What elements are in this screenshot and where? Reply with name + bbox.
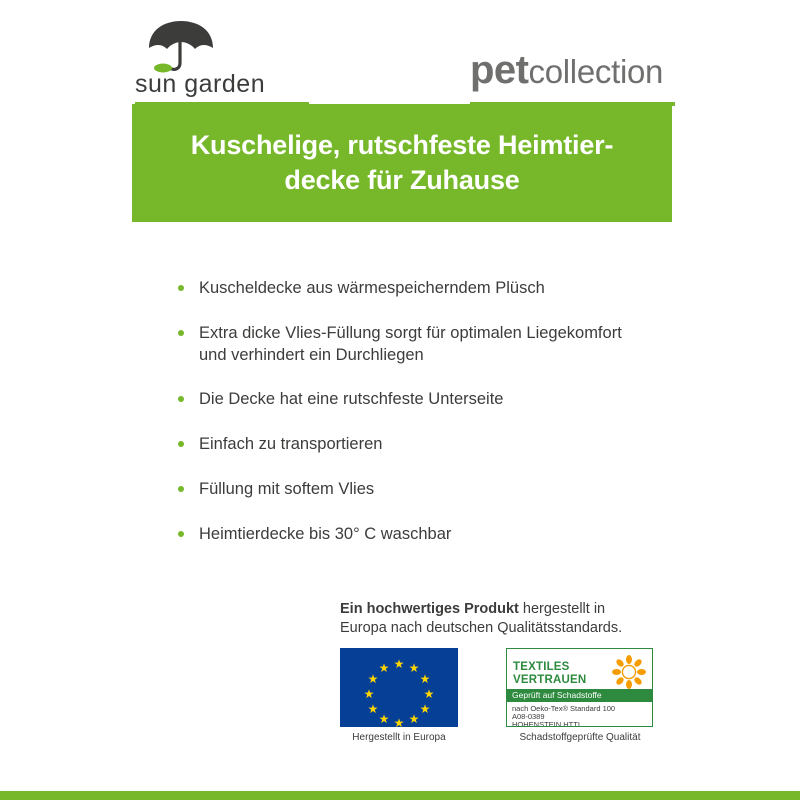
oeko-line-1: TEXTILES [513,661,570,673]
bullet-dot-icon [178,285,184,291]
list-item [176,278,646,300]
bullet-dot-icon [178,486,184,492]
list-item-label: Füllung mit softem Vlies [199,479,375,498]
brand-logo [135,18,375,98]
quality-text-bold: Ein hochwertiges Produkt [340,601,519,617]
eu-flag-icon: ★ ★ ★ ★ ★ ★ ★ ★ ★ ★ ★ ★ [340,648,458,727]
quality-statement [340,600,670,638]
list-item [176,479,646,501]
quality-text [340,600,655,638]
bottom-accent-rule [0,791,800,800]
eu-flag-caption: Hergestellt in Europa [352,732,446,743]
list-item-label: Extra dicke Vlies-Füllung sorgt für optimalen Liegekomfort und verhindert ein Durchliegen [199,323,622,364]
header [0,10,800,98]
list-item [176,323,646,367]
quality-text-rest: hergestellt in Europa nach deutschen Qualitätsstandards. [340,601,623,637]
certification-logos [340,648,670,758]
collection-word: collection [528,53,664,90]
flower-icon [612,655,646,689]
bullet-dot-icon [178,396,184,402]
oeko-line-5: HOHENSTEIN HTTI [512,720,580,727]
umbrella-icon [145,18,217,74]
bullet-dot-icon [178,531,184,537]
bullet-dot-icon [178,441,184,447]
list-item-label: Einfach zu transportieren [199,435,383,454]
list-item-label: Kuscheldecke aus wärmespeicherndem Plüsch [199,279,545,297]
brand-name: sun garden [135,70,266,98]
headline-line-2: decke für Zuhause [284,165,520,195]
oeko-bar-label: Geprüft auf Schadstoffe [507,689,652,702]
oeko-caption: Schadstoffgeprüfte Qualität [519,732,641,743]
page-title [191,128,614,197]
list-item-label: Heimtierdecke bis 30° C waschbar [199,524,452,543]
headline-band [132,104,672,222]
pet-word: pet [470,48,529,92]
oeko-line-2: VERTRAUEN [513,674,587,686]
feature-list [176,278,646,545]
list-item [176,434,646,456]
headline-line-1: Kuschelige, rutschfeste Heimtier- [190,130,614,161]
oeko-line-4: A08-0389 [512,712,545,721]
list-item [176,524,646,546]
bullet-dot-icon [178,330,184,336]
pet-collection-logo [470,50,663,90]
oeko-line-3: nach Oeko-Tex® Standard 100 [512,704,616,713]
list-item-label: Die Decke hat eine rutschfeste Unterseite [199,390,504,409]
oeko-tex-label [506,648,653,727]
list-item [176,389,646,411]
